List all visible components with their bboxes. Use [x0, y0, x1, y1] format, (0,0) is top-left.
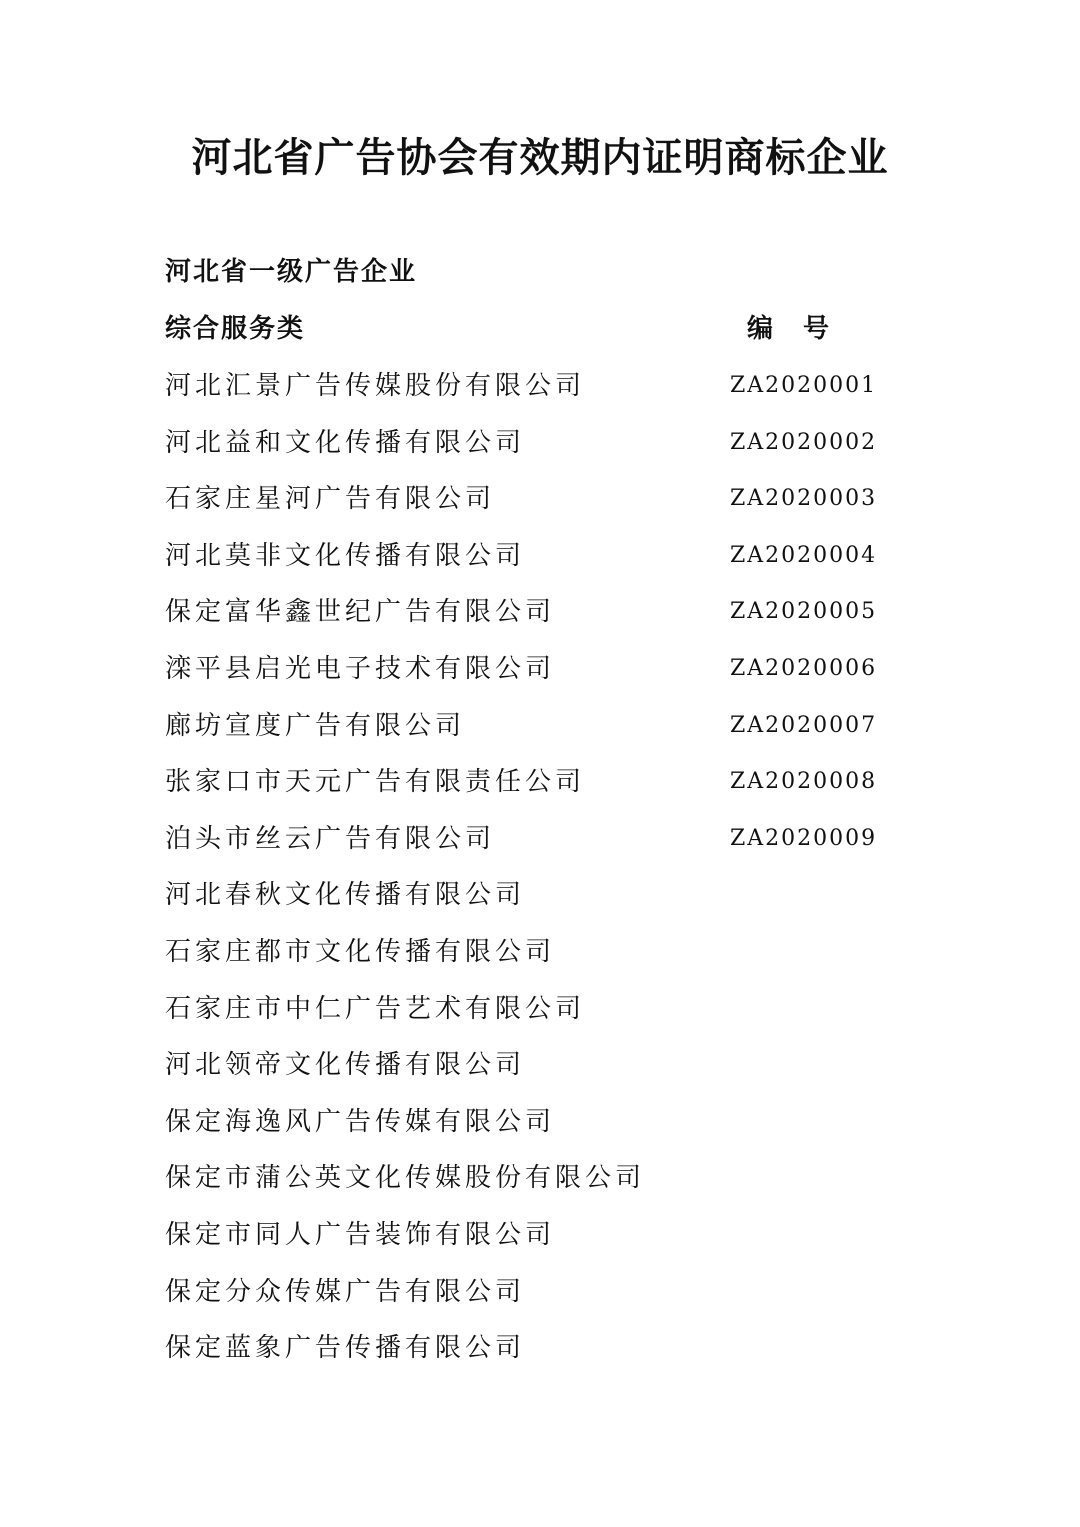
company-name: 河北春秋文化传播有限公司 — [165, 880, 526, 911]
company-row — [165, 1213, 925, 1270]
company-name: 廊坊宣度广告有限公司 — [165, 710, 466, 741]
company-name: 河北莫非文化传播有限公司 — [165, 540, 526, 571]
company-name: 石家庄市中仁广告艺术有限公司 — [165, 993, 586, 1024]
company-name: 河北汇景广告传媒股份有限公司 — [165, 371, 586, 401]
page-title: 河北省广告协会有效期内证明商标企业 — [191, 135, 889, 181]
company-code: ZA2020003 — [730, 486, 878, 512]
company-row — [165, 817, 925, 874]
company-row — [165, 1100, 925, 1157]
company-row — [165, 760, 925, 817]
company-code: ZA2020009 — [730, 825, 878, 851]
company-code: ZA2020001 — [730, 373, 878, 398]
company-row — [165, 477, 925, 534]
section-heading: 河北省一级广告企业 — [165, 257, 418, 287]
company-name: 保定市蒲公英文化传媒股份有限公司 — [165, 1163, 646, 1194]
company-row — [165, 704, 925, 761]
company-name: 保定海逸风广告传媒有限公司 — [165, 1106, 556, 1137]
company-code: ZA2020005 — [730, 599, 878, 625]
company-name: 河北益和文化传播有限公司 — [165, 427, 526, 458]
company-row — [165, 590, 925, 647]
company-name: 泊头市丝云广告有限公司 — [165, 823, 496, 854]
company-row — [165, 421, 925, 478]
company-row — [165, 364, 925, 421]
code-column-header: 编号 — [747, 314, 860, 344]
company-row — [165, 1156, 925, 1213]
company-row — [165, 987, 925, 1044]
company-name: 保定富华鑫世纪广告有限公司 — [165, 597, 556, 628]
company-row — [165, 1326, 925, 1383]
company-row — [165, 873, 925, 930]
company-name: 滦平县启光电子技术有限公司 — [165, 653, 556, 684]
company-row — [165, 647, 925, 704]
company-row — [165, 930, 925, 987]
company-code: ZA2020002 — [730, 429, 878, 455]
company-name: 保定蓝象广告传播有限公司 — [165, 1333, 526, 1364]
list-header — [165, 307, 925, 351]
company-name: 保定市同人广告装饰有限公司 — [165, 1219, 556, 1250]
company-code: ZA2020006 — [730, 655, 878, 681]
company-name: 石家庄都市文化传播有限公司 — [165, 936, 556, 967]
company-code: ZA2020004 — [730, 542, 878, 568]
company-name: 张家口市天元广告有限责任公司 — [165, 767, 586, 798]
company-name: 石家庄星河广告有限公司 — [165, 484, 496, 515]
company-row — [165, 1043, 925, 1100]
company-row — [165, 1270, 925, 1327]
company-name: 河北领帝文化传播有限公司 — [165, 1050, 526, 1081]
company-code: ZA2020008 — [730, 769, 878, 795]
company-code: ZA2020007 — [730, 712, 878, 738]
company-row — [165, 534, 925, 591]
company-list — [165, 364, 925, 1383]
category-label: 综合服务类 — [165, 314, 306, 344]
company-name: 保定分众传媒广告有限公司 — [165, 1276, 526, 1307]
